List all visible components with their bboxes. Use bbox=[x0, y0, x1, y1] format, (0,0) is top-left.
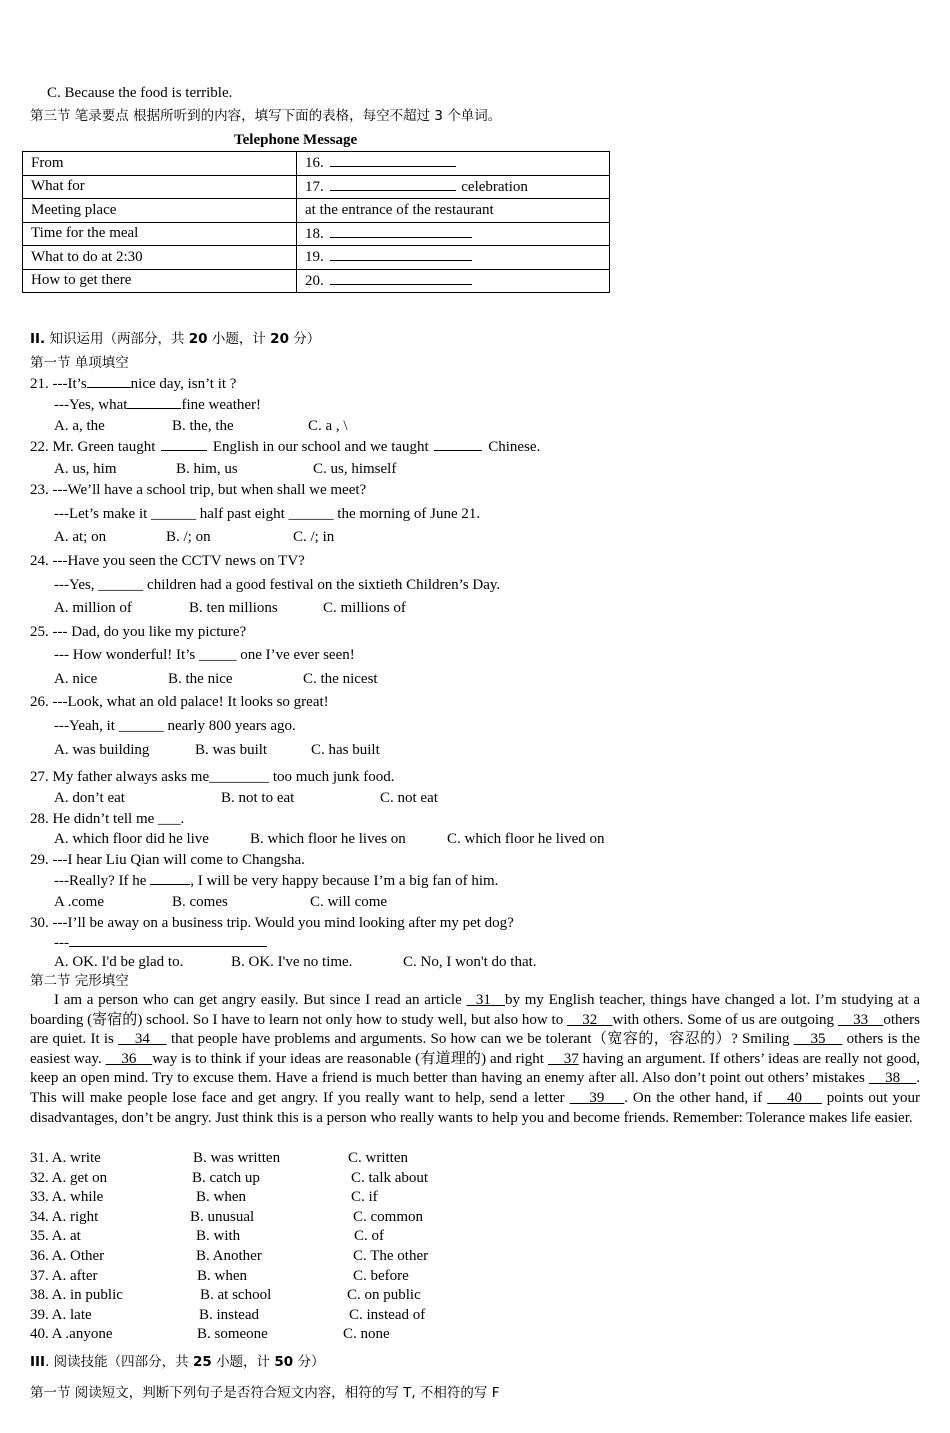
cloze-blank[interactable] bbox=[106, 1051, 153, 1067]
answer-blank[interactable] bbox=[330, 225, 472, 238]
cloze-blank[interactable] bbox=[869, 1070, 916, 1086]
option[interactable]: A. don’t eat bbox=[54, 790, 125, 806]
option[interactable]: B. OK. I've no time. bbox=[231, 954, 353, 970]
cloze-blank[interactable] bbox=[118, 1031, 167, 1047]
q-text: 21. ---It’s bbox=[30, 376, 87, 392]
cloze-blank[interactable] bbox=[767, 1090, 822, 1106]
table-row bbox=[23, 269, 610, 293]
row-value bbox=[297, 175, 610, 199]
cloze-text: by my English teacher, things have changed a lot. I’m studying at a boarding (寄宿的) school. So I have to learn not only how to study well, but also how to bbox=[30, 992, 921, 1028]
cloze-option-c[interactable]: C. written bbox=[348, 1150, 408, 1166]
row-number: 17. bbox=[305, 178, 324, 195]
question-21-b bbox=[54, 396, 261, 414]
cloze-option-b[interactable]: B. was written bbox=[193, 1150, 281, 1166]
question-26-b: ---Yeah, it ______ nearly 800 years ago. bbox=[54, 718, 296, 734]
option[interactable]: C. millions of bbox=[323, 600, 406, 616]
question-25-a: 25. --- Dad, do you like my picture? bbox=[30, 624, 247, 640]
q15-option-c: C. Because the food is terrible. bbox=[47, 85, 233, 101]
part2-heading-text: 小题，计 bbox=[211, 331, 266, 347]
cloze-option-b[interactable]: B. unusual bbox=[190, 1208, 255, 1225]
row-number: 18. bbox=[305, 225, 324, 242]
table-row bbox=[23, 199, 610, 223]
part3-count: 25 bbox=[192, 1354, 212, 1370]
telephone-message-table bbox=[22, 151, 610, 293]
option[interactable]: A. which floor did he live bbox=[54, 831, 209, 847]
question-29-a: 29. ---I hear Liu Qian will come to Changsha. bbox=[30, 852, 305, 868]
q-text: fine weather! bbox=[181, 397, 262, 413]
cloze-blank[interactable] bbox=[567, 1012, 612, 1028]
cloze-option-b[interactable]: B. when bbox=[196, 1189, 246, 1206]
table-row bbox=[23, 222, 610, 246]
cloze-option-a[interactable]: 35. A. at bbox=[30, 1228, 81, 1245]
cloze-passage bbox=[30, 991, 920, 1128]
part3-score: 50 bbox=[274, 1354, 294, 1370]
cloze-option-c[interactable]: C. if bbox=[351, 1189, 378, 1206]
cloze-option-a[interactable]: 34. A. right bbox=[30, 1208, 99, 1225]
cloze-option-b[interactable]: B. when bbox=[197, 1267, 247, 1284]
option[interactable]: B. the nice bbox=[168, 671, 233, 687]
cloze-text: with others. Some of us are outgoing bbox=[612, 1011, 838, 1028]
part2-score: 20 bbox=[270, 331, 289, 347]
cloze-option-b[interactable]: B. someone bbox=[197, 1326, 268, 1343]
question-26-a: 26. ---Look, what an old palace! It looks so great! bbox=[30, 694, 329, 710]
question-29-b bbox=[54, 872, 498, 890]
option[interactable]: B. ten millions bbox=[189, 600, 278, 616]
part2-count: 20 bbox=[188, 331, 208, 347]
cloze-blank-number: 32 bbox=[582, 1011, 598, 1028]
cloze-option-c[interactable]: C. none bbox=[343, 1326, 390, 1343]
cloze-blank[interactable] bbox=[838, 1012, 883, 1028]
cloze-option-a[interactable]: 39. A. late bbox=[30, 1306, 92, 1323]
answer-blank[interactable] bbox=[127, 396, 181, 409]
cloze-option-a[interactable]: 32. A. get on bbox=[30, 1169, 108, 1186]
question-30-b bbox=[54, 934, 267, 952]
question-23-b: ---Let’s make it ______ half past eight ______ the morning of June 21. bbox=[54, 506, 481, 522]
row-label: What for bbox=[23, 175, 297, 199]
cloze-blank-number: 38 bbox=[885, 1070, 901, 1087]
answer-blank[interactable] bbox=[330, 178, 456, 191]
option[interactable]: B. not to eat bbox=[221, 790, 295, 806]
cloze-option-a[interactable]: 38. A. in public bbox=[30, 1287, 123, 1304]
option[interactable]: B. was built bbox=[195, 742, 268, 758]
part3-heading-text: . 阅读技能（四部分，共 bbox=[45, 1354, 189, 1370]
part2-number: II. bbox=[30, 331, 46, 347]
cloze-option-c[interactable]: C. The other bbox=[353, 1248, 429, 1264]
row-number: 16. bbox=[305, 155, 324, 172]
row-suffix: celebration bbox=[461, 178, 528, 195]
cloze-blank[interactable] bbox=[794, 1031, 843, 1047]
part3-heading-text: 小题，计 bbox=[216, 1354, 271, 1370]
row-label: How to get there bbox=[23, 269, 297, 293]
cloze-text: others are quiet. It is bbox=[30, 1011, 921, 1048]
cloze-text: that people have problems and arguments. So how can we be tolerant（宽容的，容忍的）? Smiling bbox=[166, 1031, 794, 1048]
answer-blank[interactable] bbox=[330, 272, 472, 285]
row-value bbox=[297, 269, 610, 293]
option[interactable]: C. will come bbox=[310, 894, 388, 910]
cloze-option-a[interactable]: 36. A. Other bbox=[30, 1248, 105, 1264]
cloze-option-a[interactable]: 31. A. write bbox=[30, 1150, 101, 1166]
section1-title: 第一节 单项填空 bbox=[30, 355, 129, 371]
option[interactable]: C. the nicest bbox=[303, 671, 378, 687]
cloze-text: I am a person who can get angry easily. But since I read an article bbox=[54, 992, 467, 1008]
row-label: From bbox=[23, 152, 297, 176]
option[interactable]: A. us, him bbox=[54, 461, 117, 477]
question-21-a bbox=[30, 375, 236, 393]
q-text: English in our school and we taught bbox=[212, 439, 429, 455]
row-label: What to do at 2:30 bbox=[23, 246, 297, 270]
cloze-option-b[interactable]: B. catch up bbox=[192, 1169, 260, 1186]
part2-heading-text: 知识运用（两部分，共 bbox=[49, 331, 185, 347]
question-25-b: --- How wonderful! It’s _____ one I’ve ever seen! bbox=[54, 647, 355, 663]
option[interactable]: A. a, the bbox=[54, 418, 105, 434]
question-30-a: 30. ---I’ll be away on a business trip. Would you mind looking after my pet dog? bbox=[30, 915, 514, 931]
question-27: 27. My father always asks me________ too much junk food. bbox=[30, 769, 395, 785]
cloze-option-c[interactable]: C. common bbox=[353, 1208, 423, 1225]
cloze-blank-number: 36 bbox=[121, 1050, 137, 1067]
cloze-option-b[interactable]: B. at school bbox=[200, 1287, 272, 1304]
option[interactable]: B. /; on bbox=[166, 529, 211, 545]
cloze-blank-number: 40 bbox=[787, 1089, 803, 1106]
answer-blank[interactable] bbox=[330, 154, 456, 167]
cloze-blank[interactable] bbox=[548, 1051, 579, 1067]
option[interactable]: B. which floor he lives on bbox=[250, 831, 406, 847]
row-number: 19. bbox=[305, 249, 324, 266]
table-row bbox=[23, 175, 610, 199]
part3-heading bbox=[30, 1353, 324, 1371]
cloze-option-c[interactable]: C. on public bbox=[347, 1287, 421, 1304]
part2-heading bbox=[30, 330, 320, 348]
section3-instructions: 第三节 笔录要点 根据所听到的内容，填写下面的表格，每空不超过 3 个单词。 bbox=[30, 108, 502, 124]
option[interactable]: A. nice bbox=[54, 671, 98, 687]
option[interactable]: B. him, us bbox=[176, 461, 238, 477]
cloze-text: . This will make people lose face and get angry. If you really want to help, send a letter bbox=[30, 1070, 921, 1106]
section2-title: 第二节 完形填空 bbox=[30, 973, 129, 989]
q-text: nice day, isn’t it ? bbox=[130, 376, 237, 392]
answer-blank[interactable] bbox=[150, 872, 190, 885]
q-text: ---Yes, what bbox=[54, 397, 128, 413]
cloze-text: having an argument. If others’ ideas are really not good, keep an open mind. Try to excuse them. Have a friend is much better than having an enemy after all. Also don’t point out others’ mistakes bbox=[30, 1050, 920, 1087]
cloze-option-b[interactable]: B. instead bbox=[199, 1306, 259, 1323]
cloze-text: . On the other hand, if bbox=[624, 1089, 768, 1106]
answer-blank[interactable] bbox=[87, 375, 131, 388]
row-label: Time for the meal bbox=[23, 222, 297, 246]
q-text: Chinese. bbox=[488, 439, 541, 455]
cloze-option-c[interactable]: C. of bbox=[354, 1228, 384, 1245]
cloze-blank-number: 39 bbox=[589, 1089, 605, 1106]
row-label: Meeting place bbox=[23, 199, 297, 223]
cloze-option-b[interactable]: B. Another bbox=[196, 1248, 262, 1264]
cloze-option-a[interactable]: 37. A. after bbox=[30, 1267, 98, 1284]
q-text: 22. Mr. Green taught bbox=[30, 439, 156, 455]
part3-section1-instructions: 第一节 阅读短文，判断下列句子是否符合短文内容，相符的写 T, 不相符的写 F bbox=[30, 1385, 500, 1401]
option[interactable]: A. was building bbox=[54, 742, 150, 758]
option[interactable]: B. comes bbox=[172, 894, 228, 910]
table-row bbox=[23, 246, 610, 270]
option[interactable]: C. /; in bbox=[293, 529, 335, 545]
option[interactable]: C. us, himself bbox=[313, 461, 397, 477]
cloze-option-c[interactable]: C. before bbox=[353, 1267, 409, 1284]
cloze-text: others is the easiest way. bbox=[30, 1031, 920, 1067]
option[interactable]: A. at; on bbox=[54, 529, 107, 545]
cloze-blank[interactable] bbox=[570, 1090, 625, 1106]
question-23-a: 23. ---We’ll have a school trip, but when shall we meet? bbox=[30, 482, 367, 498]
answer-blank[interactable] bbox=[161, 438, 207, 451]
option[interactable]: A. OK. I'd be glad to. bbox=[54, 954, 184, 970]
cloze-text: way is to think if your ideas are reasonable (有道理的) and right bbox=[152, 1050, 548, 1067]
answer-blank[interactable] bbox=[330, 248, 472, 261]
cloze-option-b[interactable]: B. with bbox=[196, 1228, 241, 1245]
row-value bbox=[297, 152, 610, 176]
option[interactable]: A. million of bbox=[54, 600, 132, 616]
cloze-blank-number: 34 bbox=[134, 1031, 150, 1048]
question-22 bbox=[30, 438, 540, 456]
q-text: , I will be very happy because I’m a big fan of him. bbox=[190, 873, 499, 889]
row-number: 20. bbox=[305, 272, 324, 289]
cloze-blank[interactable] bbox=[466, 992, 505, 1008]
table-row bbox=[23, 152, 610, 176]
option[interactable]: B. the, the bbox=[172, 418, 234, 434]
cloze-blank-number: 31 bbox=[475, 992, 491, 1008]
table-title: Telephone Message bbox=[234, 132, 358, 148]
cloze-option-a[interactable]: 33. A. while bbox=[30, 1189, 104, 1206]
q-text: ---Really? If he bbox=[54, 873, 147, 889]
part3-number: III bbox=[30, 1354, 46, 1370]
option[interactable]: C. has built bbox=[311, 742, 380, 758]
option[interactable]: A .come bbox=[54, 894, 104, 910]
q-text: --- bbox=[54, 935, 69, 951]
option[interactable]: C. No, I won't do that. bbox=[403, 954, 537, 970]
option[interactable]: C. which floor he lived on bbox=[447, 831, 605, 847]
cloze-option-c[interactable]: C. talk about bbox=[351, 1169, 429, 1186]
answer-blank[interactable] bbox=[434, 438, 482, 451]
part3-heading-text: 分） bbox=[297, 1354, 325, 1370]
question-24-b: ---Yes, ______ children had a good festival on the sixtieth Children’s Day. bbox=[54, 577, 501, 593]
option[interactable]: C. a , \ bbox=[308, 418, 348, 434]
row-value bbox=[297, 222, 610, 246]
cloze-text: points out your disadvantages, don’t be angry. Just think this is a person who really wants to help you and become friends. Remember: Tolerance makes life easier. bbox=[30, 1089, 921, 1126]
answer-blank[interactable] bbox=[69, 934, 267, 947]
part2-heading-text: 分） bbox=[293, 331, 321, 347]
cloze-blank-number: 33 bbox=[853, 1011, 869, 1028]
option[interactable]: C. not eat bbox=[380, 790, 438, 806]
cloze-option-a[interactable]: 40. A .anyone bbox=[30, 1326, 113, 1343]
row-value bbox=[297, 246, 610, 270]
cloze-option-c[interactable]: C. instead of bbox=[349, 1306, 426, 1323]
cloze-blank-number: 35 bbox=[810, 1031, 826, 1048]
row-value: at the entrance of the restaurant bbox=[297, 199, 610, 223]
cloze-blank-number: 37 bbox=[563, 1050, 579, 1067]
question-28: 28. He didn’t tell me ___. bbox=[30, 811, 185, 827]
question-24-a: 24. ---Have you seen the CCTV news on TV? bbox=[30, 553, 305, 569]
